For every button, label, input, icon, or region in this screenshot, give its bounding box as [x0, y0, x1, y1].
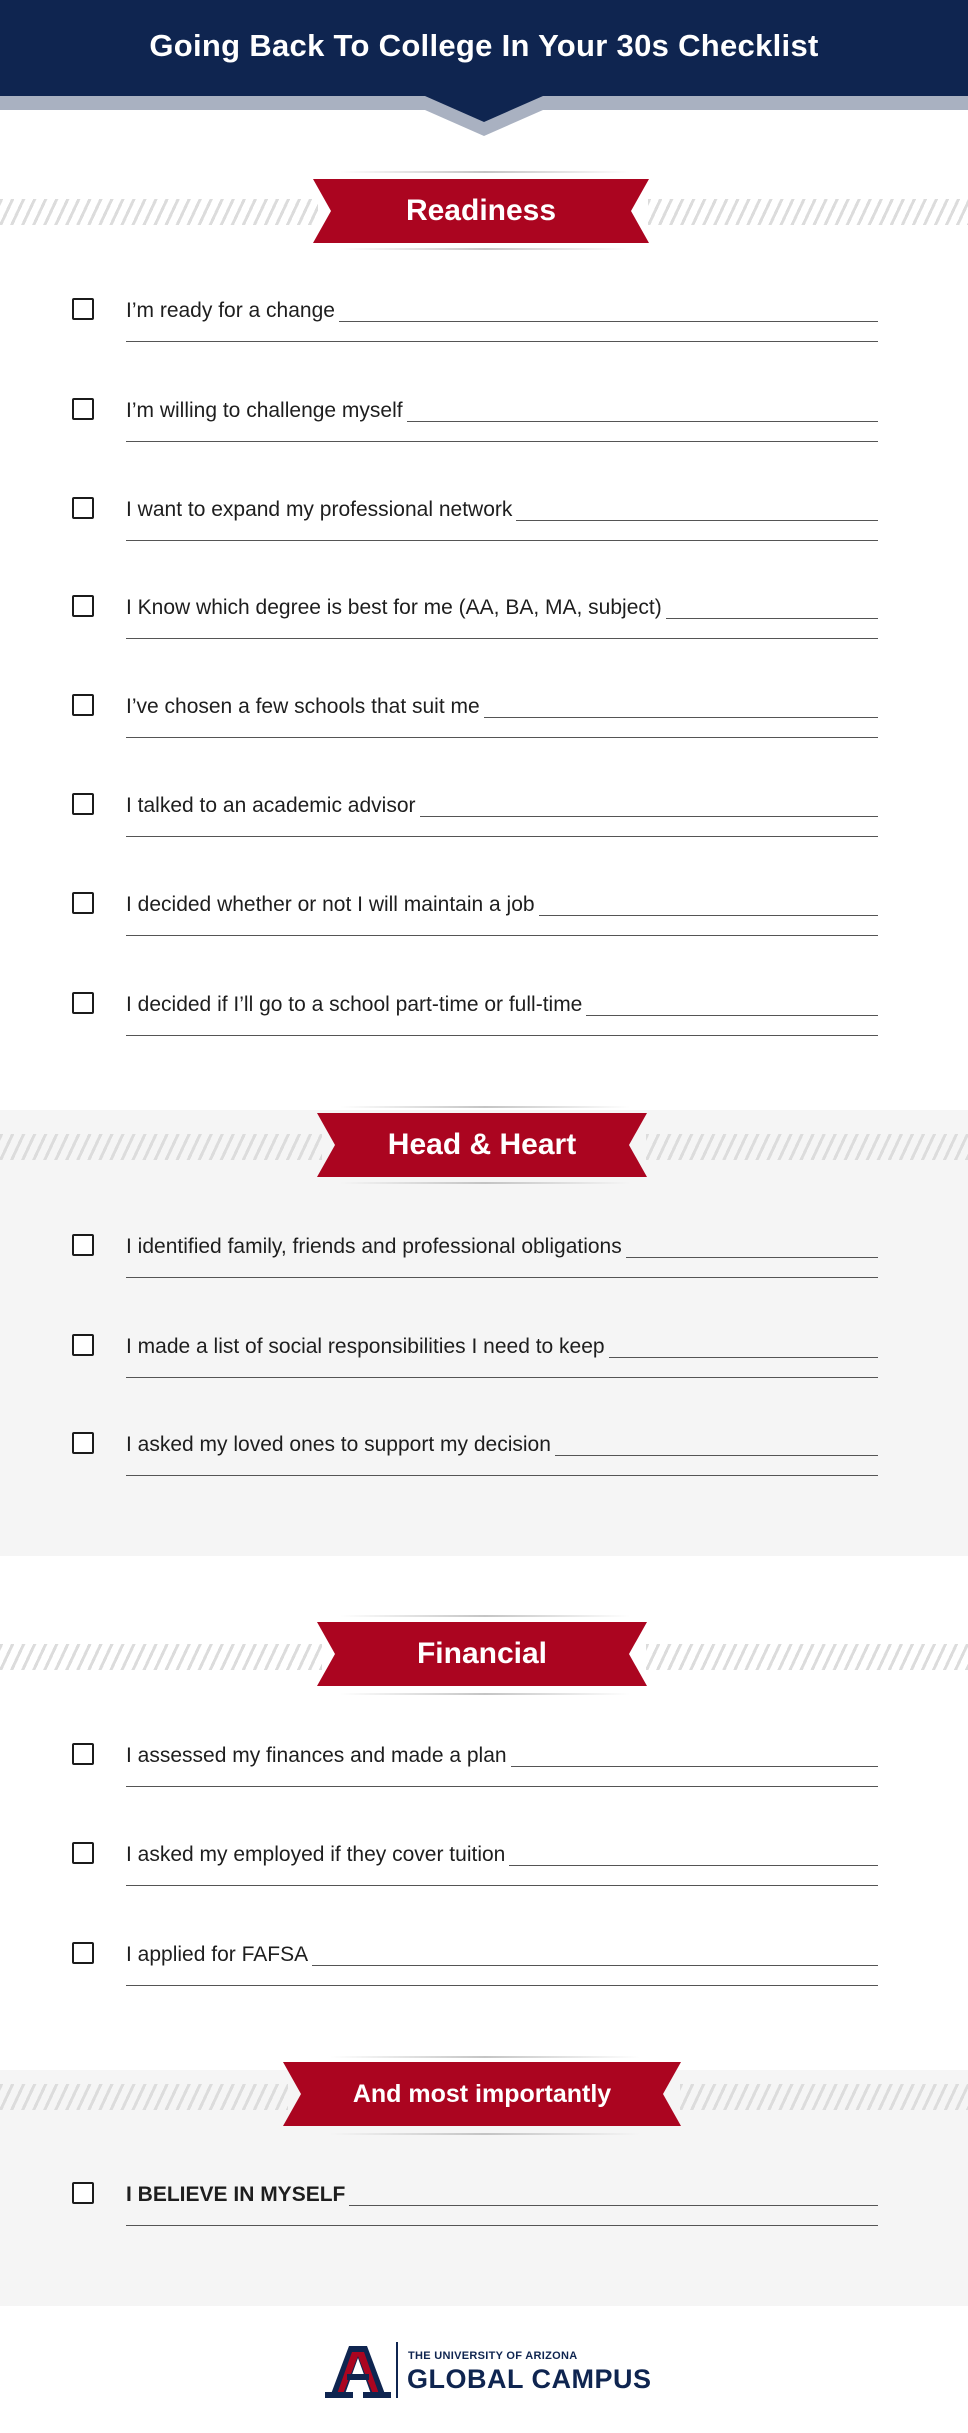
hatch-left: [0, 199, 318, 225]
answer-line[interactable]: [349, 2204, 878, 2206]
checkbox[interactable]: [72, 398, 94, 420]
hatch-right: [646, 1134, 968, 1160]
checklist-item[interactable]: [0, 1840, 968, 1910]
checklist-item[interactable]: [0, 692, 968, 762]
answer-line[interactable]: [339, 320, 878, 322]
item-label: I want to expand my professional network: [126, 498, 513, 521]
answer-line[interactable]: [516, 519, 878, 521]
answer-line[interactable]: [126, 935, 878, 936]
checklist-item[interactable]: [0, 1232, 968, 1302]
checklist-item[interactable]: [0, 1940, 968, 2010]
checkbox[interactable]: [72, 1942, 94, 1964]
banner-glow: [340, 1615, 630, 1617]
item-label: I assessed my finances and made a plan: [126, 1744, 507, 1767]
answer-line[interactable]: [420, 815, 879, 817]
section-title: Financial: [416, 1637, 548, 1670]
checkbox[interactable]: [72, 595, 94, 617]
item-label: I talked to an academic advisor: [126, 794, 416, 817]
item-label: I asked my employed if they cover tuition: [126, 1843, 506, 1866]
checkbox[interactable]: [72, 1432, 94, 1454]
checklist-item[interactable]: [0, 1332, 968, 1402]
checkbox[interactable]: [72, 892, 94, 914]
item-label: I Know which degree is best for me (AA, BA, MA, subject): [126, 596, 662, 619]
section-title: Readiness: [405, 194, 557, 227]
checklist-item[interactable]: [0, 990, 968, 1060]
answer-line[interactable]: [126, 1035, 878, 1036]
checkbox[interactable]: [72, 992, 94, 1014]
checklist-item[interactable]: [0, 791, 968, 861]
checkbox[interactable]: [72, 1234, 94, 1256]
hatch-right: [646, 1644, 968, 1670]
checklist-item[interactable]: [0, 396, 968, 466]
item-label: I’m ready for a change: [126, 299, 335, 322]
item-label: I BELIEVE IN MYSELF: [126, 2183, 346, 2206]
checkbox[interactable]: [72, 497, 94, 519]
banner-glow: [340, 171, 630, 173]
answer-line[interactable]: [609, 1356, 878, 1358]
page-title: Going Back To College In Your 30s Checklist: [149, 28, 819, 63]
answer-line[interactable]: [126, 1985, 878, 1986]
answer-line[interactable]: [126, 1377, 878, 1378]
answer-line[interactable]: [126, 638, 878, 639]
item-label: I made a list of social responsibilities I need to keep: [126, 1335, 605, 1358]
footer-campus-name: GLOBAL CAMPUS: [407, 2364, 652, 2394]
answer-line[interactable]: [126, 1885, 878, 1886]
answer-line[interactable]: [312, 1964, 878, 1966]
banner-glow: [330, 2056, 640, 2058]
checkbox[interactable]: [72, 2182, 94, 2204]
checklist-item[interactable]: [0, 495, 968, 565]
checklist-item[interactable]: [0, 1741, 968, 1811]
answer-line[interactable]: [555, 1454, 878, 1456]
item-label: I decided if I’ll go to a school part-time or full-time: [126, 993, 583, 1016]
answer-line[interactable]: [626, 1256, 878, 1258]
checklist-item[interactable]: [0, 890, 968, 960]
checkbox[interactable]: [72, 1743, 94, 1765]
answer-line[interactable]: [509, 1864, 878, 1866]
answer-line[interactable]: [126, 441, 878, 442]
checkbox[interactable]: [72, 793, 94, 815]
section-banner-head-heart: [317, 1113, 647, 1177]
checkbox[interactable]: [72, 1334, 94, 1356]
section-banner-financial: [317, 1622, 647, 1686]
checkbox[interactable]: [72, 1842, 94, 1864]
answer-line[interactable]: [407, 420, 878, 422]
checklist-item[interactable]: [0, 2180, 968, 2250]
answer-line[interactable]: [126, 1277, 878, 1278]
answer-line[interactable]: [539, 914, 878, 916]
answer-line[interactable]: [126, 836, 878, 837]
hatch-left: [0, 2084, 288, 2110]
hatch-left: [0, 1644, 322, 1670]
checkbox[interactable]: [72, 298, 94, 320]
answer-line[interactable]: [126, 2225, 878, 2226]
item-label: I identified family, friends and professional obligations: [126, 1235, 622, 1258]
footer-divider: [396, 2342, 398, 2398]
banner-glow: [340, 1106, 630, 1108]
section-title: Head & Heart: [387, 1128, 577, 1161]
item-label: I’ve chosen a few schools that suit me: [126, 695, 480, 718]
answer-line[interactable]: [126, 341, 878, 342]
hatch-right: [680, 2084, 968, 2110]
answer-line[interactable]: [126, 540, 878, 541]
checklist-item[interactable]: [0, 296, 968, 366]
item-label: I asked my loved ones to support my decision: [126, 1433, 551, 1456]
hatch-left: [0, 1134, 322, 1160]
answer-line[interactable]: [586, 1014, 878, 1016]
hatch-right: [648, 199, 968, 225]
banner-glow: [340, 248, 630, 250]
item-label: I decided whether or not I will maintain a job: [126, 893, 535, 916]
banner-glow: [340, 1182, 630, 1184]
answer-line[interactable]: [126, 1475, 878, 1476]
checklist-item[interactable]: [0, 593, 968, 663]
answer-line[interactable]: [511, 1765, 878, 1767]
item-label: I’m willing to challenge myself: [126, 399, 403, 422]
item-label: I applied for FAFSA: [126, 1943, 309, 1966]
checklist-item[interactable]: [0, 1430, 968, 1500]
footer-university-name: THE UNIVERSITY OF ARIZONA: [408, 2350, 578, 2362]
checkbox[interactable]: [72, 694, 94, 716]
answer-line[interactable]: [666, 617, 878, 619]
section-title: And most importantly: [352, 2080, 612, 2108]
answer-line[interactable]: [126, 1786, 878, 1787]
banner-glow: [340, 1693, 630, 1695]
answer-line[interactable]: [126, 737, 878, 738]
section-banner-importantly: [283, 2062, 681, 2126]
answer-line[interactable]: [484, 716, 878, 718]
banner-glow: [330, 2133, 640, 2135]
header-notch-icon: [0, 0, 968, 140]
university-a-logo-icon: [323, 2340, 393, 2400]
section-banner-readiness: [313, 179, 649, 243]
